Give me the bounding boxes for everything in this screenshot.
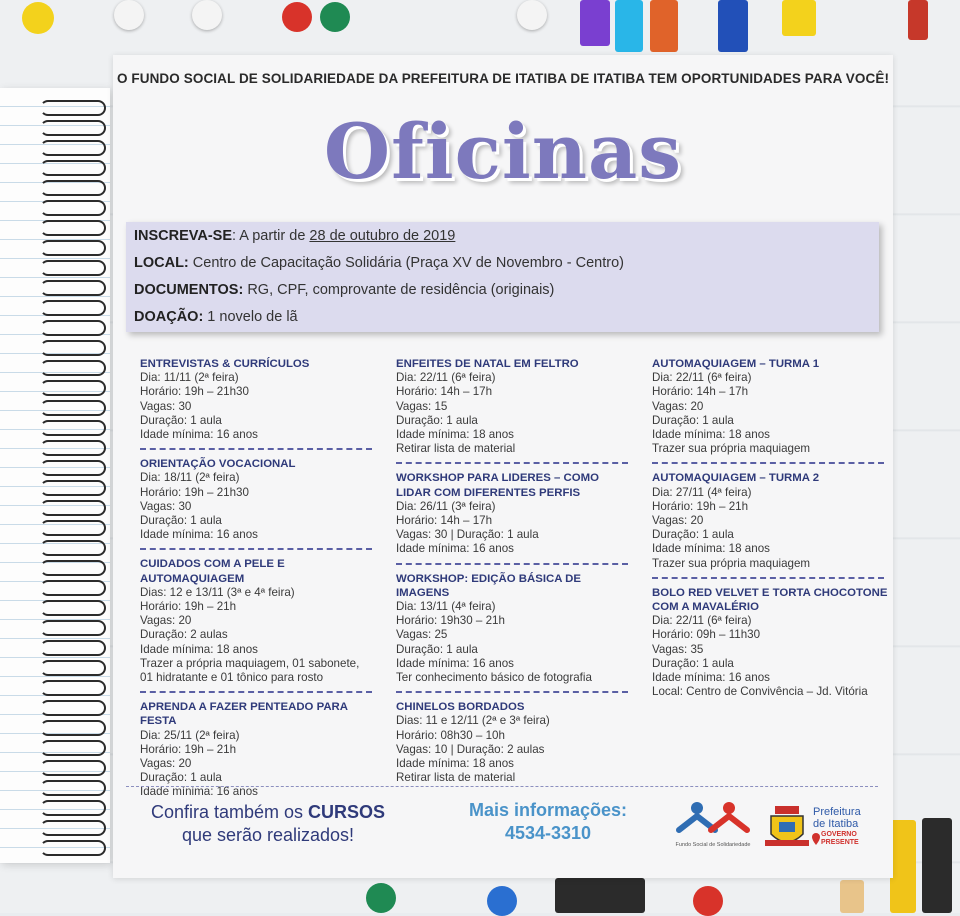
local-value: Centro de Capacitação Solidária (Praça XV de Novembro - Centro): [188, 255, 624, 271]
spiral-ring: [40, 840, 106, 856]
course-detail: Horário: 19h – 21h30: [140, 385, 249, 399]
spiral-ring: [40, 460, 106, 476]
confira-cursos-text: [143, 801, 393, 847]
course-detail: Duração: 1 aula: [140, 514, 222, 528]
course-detail: Duração: 1 aula: [652, 413, 734, 427]
course-detail: Vagas: 20: [140, 757, 192, 771]
spiral-ring: [40, 360, 106, 376]
course-item: [396, 471, 636, 556]
spiral-ring: [40, 220, 106, 236]
course-item: [140, 457, 380, 542]
blue-marker-decoration: [615, 0, 643, 52]
itatiba-coat-of-arms-icon: [765, 804, 809, 852]
spiral-ring: [40, 160, 106, 176]
inscreva-prefix: : A partir de: [232, 228, 310, 244]
course-item: [140, 357, 380, 442]
course-detail: Trazer a própria maquiagem, 01 sabonete,: [140, 656, 360, 670]
blue-pin-decoration: [487, 886, 517, 916]
info-doacao: [134, 309, 298, 325]
course-detail: Horário: 19h30 – 21h: [396, 614, 505, 628]
course-detail: Duração: 1 aula: [652, 528, 734, 542]
course-detail: Horário: 08h30 – 10h: [396, 728, 505, 742]
spiral-ring: [40, 500, 106, 516]
course-detail: Vagas: 30: [140, 499, 192, 513]
course-detail: Vagas: 35: [652, 642, 704, 656]
fundo-social-logo-icon: [673, 800, 753, 842]
fundo-social-logo-text: Fundo Social de Solidariedade: [675, 842, 751, 848]
course-divider: [140, 691, 372, 693]
course-detail: Dia: 22/11 (6ª feira): [652, 614, 752, 628]
course-detail: Idade mínima: 18 anos: [652, 428, 770, 442]
spiral-ring: [40, 320, 106, 336]
course-title: CHINELOS BORDADOS: [396, 701, 525, 714]
course-detail: Idade mínima: 16 anos: [140, 428, 258, 442]
spiral-ring: [40, 600, 106, 616]
spiral-ring: [40, 720, 106, 736]
course-detail: Dias: 12 e 13/11 (3ª e 4ª feira): [140, 585, 295, 599]
green-pin-decoration: [320, 2, 350, 32]
course-detail: Vagas: 25: [396, 628, 448, 642]
sharpener-decoration: [555, 878, 645, 913]
course-title: AUTOMAQUIAGEM – TURMA 1: [652, 358, 820, 370]
course-title: ORIENTAÇÃO VOCACIONAL: [140, 458, 296, 471]
course-detail: Vagas: 20: [140, 614, 192, 628]
doacao-label: DOAÇÃO:: [134, 309, 204, 325]
course-detail: Idade mínima: 16 anos: [396, 656, 514, 670]
course-title: WORKSHOP: EDIÇÃO BÁSICA DE IMAGENS: [396, 572, 581, 599]
course-detail: Dias: 11 e 12/11 (2ª e 3ª feira): [396, 714, 550, 728]
course-detail: Vagas: 20: [652, 399, 704, 413]
course-detail: Dia: 13/11 (4ª feira): [396, 600, 496, 614]
blue-marker-decoration: [718, 0, 748, 52]
course-detail: Horário: 14h – 17h: [396, 514, 493, 528]
spiral-ring: [40, 540, 106, 556]
course-divider: [396, 462, 628, 464]
course-detail: Dia: 11/11 (2ª feira): [140, 371, 239, 385]
spiral-ring: [40, 620, 106, 636]
red-pin-decoration: [693, 886, 723, 916]
purple-marker-decoration: [580, 0, 610, 46]
spiral-ring: [40, 640, 106, 656]
red-pin-decoration: [282, 2, 312, 32]
info-local: [134, 255, 624, 271]
spiral-ring: [40, 100, 106, 116]
course-detail: Horário: 09h – 11h30: [652, 628, 761, 642]
course-title: CUIDADOS COM A PELE E AUTOMAQUIAGEM: [140, 558, 285, 585]
spiral-ring: [40, 580, 106, 596]
red-pencil-decoration: [908, 0, 928, 40]
course-detail: Duração: 1 aula: [396, 413, 478, 427]
course-detail: Vagas: 30: [140, 399, 192, 413]
pencil-decoration: [922, 818, 952, 913]
course-title: BOLO RED VELVET E TORTA CHOCOTONE COM A MAVALÉRIO: [652, 586, 888, 614]
spiral-ring: [40, 380, 106, 396]
course-detail: Dia: 22/11 (6ª feira): [396, 371, 496, 385]
course-item: [396, 357, 636, 456]
course-detail: Vagas: 15: [396, 399, 448, 413]
logos: [673, 800, 883, 860]
course-detail: Idade mínima: 18 anos: [396, 428, 514, 442]
inscreva-label: INSCREVA-SE: [134, 228, 233, 244]
course-detail: Horário: 19h – 21h: [140, 742, 237, 756]
course-item: [652, 471, 892, 570]
mais-informacoes-label: Mais informações:: [468, 800, 628, 820]
course-title: ENFEITES DE NATAL EM FELTRO: [396, 358, 579, 370]
documentos-label: DOCUMENTOS:: [134, 282, 244, 298]
course-detail: Horário: 19h – 21h30: [140, 485, 249, 499]
course-item: [140, 557, 380, 685]
spiral-ring: [40, 140, 106, 156]
course-item: [396, 700, 636, 785]
course-item: [140, 700, 380, 799]
course-title: APRENDA A FAZER PENTEADO PARA FESTA: [140, 701, 348, 728]
course-detail: Idade mínima: 18 anos: [396, 757, 514, 771]
spiral-ring: [40, 480, 106, 496]
course-detail: Horário: 19h – 21h: [140, 600, 237, 614]
course-divider: [140, 548, 372, 550]
course-detail: Trazer sua própria maquiagem: [652, 556, 811, 570]
course-detail: Idade mínima: 18 anos: [140, 642, 258, 656]
white-pin-decoration: [114, 0, 144, 30]
spiral-ring: [40, 280, 106, 296]
course-detail: Dia: 22/11 (6ª feira): [652, 371, 752, 385]
spiral-ring: [40, 520, 106, 536]
phone-number: 4534-3310: [504, 823, 592, 843]
location-pin-icon: [812, 833, 820, 845]
course-column-3: [652, 357, 892, 699]
inscreva-date: 28 de outubro de 2019: [309, 228, 456, 244]
course-detail: Horário: 14h – 17h: [652, 385, 749, 399]
prefeitura-line2: de Itatiba: [813, 818, 859, 830]
footer-divider: [126, 786, 878, 787]
spiral-ring: [40, 660, 106, 676]
cursos-emphasis: CURSOS: [308, 802, 386, 822]
green-pin-decoration: [366, 883, 396, 913]
governo-line1: GOVERNO: [821, 831, 857, 838]
course-detail: Dia: 25/11 (2ª feira): [140, 728, 240, 742]
spiral-ring: [40, 420, 106, 436]
pencil-decoration: [840, 880, 864, 913]
yellow-pin-decoration: [22, 2, 54, 34]
spiral-ring: [40, 260, 106, 276]
course-title: AUTOMAQUIAGEM – TURMA 2: [652, 472, 820, 485]
course-item: [396, 572, 636, 686]
spiral-ring: [40, 200, 106, 216]
info-box: [126, 222, 879, 332]
course-detail: Local: Centro de Convivência – Jd. Vitória: [652, 685, 868, 699]
course-item: [652, 586, 892, 700]
course-detail: Retirar lista de material: [396, 442, 516, 456]
page-title: Oficinas: [323, 107, 683, 196]
course-title: ENTREVISTAS & CURRÍCULOS: [140, 358, 310, 370]
course-divider: [396, 563, 628, 565]
poster: [113, 55, 893, 878]
governo-presente-text: [821, 831, 859, 847]
course-detail: Horário: 14h – 17h: [396, 385, 493, 399]
course-item: [652, 357, 892, 456]
course-detail: Vagas: 10 | Duração: 2 aulas: [396, 742, 545, 756]
orange-marker-decoration: [650, 0, 678, 52]
governo-line2: PRESENTE: [821, 839, 859, 846]
course-title: WORKSHOP PARA LIDERES – COMO LIDAR COM DIFERENTES PERFIS: [396, 472, 599, 499]
course-detail: Idade mínima: 16 anos: [396, 542, 514, 556]
course-detail: Vagas: 30 | Duração: 1 aula: [396, 528, 539, 542]
course-detail: Duração: 2 aulas: [140, 628, 228, 642]
course-detail: Duração: 1 aula: [140, 771, 222, 785]
course-detail: Ter conhecimento básico de fotografia: [396, 671, 592, 685]
spiral-ring: [40, 340, 106, 356]
spiral-ring: [40, 740, 106, 756]
course-divider: [396, 691, 628, 693]
course-detail: 01 hidratante e 01 tônico para rosto: [140, 671, 324, 685]
spiral-ring: [40, 560, 106, 576]
headline: O FUNDO SOCIAL DE SOLIDARIEDADE DA PREFEITURA DE ITATIBA DE ITATIBA TEM OPORTUNIDADES PARA VOCÊ!: [116, 71, 890, 86]
spiral-ring: [40, 800, 106, 816]
white-pin-decoration: [517, 0, 547, 30]
course-detail: Duração: 1 aula: [140, 413, 222, 427]
course-detail: Dia: 18/11 (2ª feira): [140, 471, 240, 485]
doacao-value: 1 novelo de lã: [203, 309, 298, 325]
prefeitura-logo-text: [813, 806, 861, 830]
course-detail: Dia: 26/11 (3ª feira): [396, 499, 496, 513]
yellow-marker-decoration: [782, 0, 816, 36]
info-documentos: [134, 282, 554, 298]
local-label: LOCAL:: [134, 255, 189, 271]
contact-info: [458, 799, 638, 845]
spiral-ring: [40, 120, 106, 136]
course-detail: Retirar lista de material: [396, 771, 516, 785]
course-detail: Duração: 1 aula: [396, 642, 478, 656]
course-detail: Idade mínima: 18 anos: [652, 542, 770, 556]
confira-line2-text: que serão realizados!: [181, 825, 355, 845]
course-detail: Idade mínima: 16 anos: [652, 671, 770, 685]
course-column-2: [396, 357, 636, 785]
confira-line1-text: Confira também os: [150, 802, 309, 822]
spiral-ring: [40, 300, 106, 316]
course-detail: Trazer sua própria maquiagem: [652, 442, 811, 456]
spiral-ring: [40, 680, 106, 696]
spiral-ring: [40, 440, 106, 456]
spiral-ring: [40, 240, 106, 256]
spiral-ring: [40, 780, 106, 796]
spiral-ring: [40, 760, 106, 776]
white-pin-decoration: [192, 0, 222, 30]
spiral-ring: [40, 180, 106, 196]
course-detail: Idade mínima: 16 anos: [140, 785, 258, 799]
course-divider: [652, 577, 884, 579]
course-detail: Horário: 19h – 21h: [652, 499, 749, 513]
course-detail: Duração: 1 aula: [652, 656, 734, 670]
prefeitura-line1: Prefeitura: [813, 806, 861, 818]
spiral-ring: [40, 820, 106, 836]
documentos-value: RG, CPF, comprovante de residência (originais): [243, 282, 555, 298]
course-divider: [652, 462, 884, 464]
spiral-ring: [40, 700, 106, 716]
info-inscreva: [134, 228, 455, 244]
course-detail: Vagas: 20: [652, 514, 704, 528]
pencil-decoration: [890, 820, 916, 913]
course-detail: Dia: 27/11 (4ª feira): [652, 485, 752, 499]
course-detail: Idade mínima: 16 anos: [140, 528, 258, 542]
course-column-1: [140, 357, 380, 800]
spiral-ring: [40, 400, 106, 416]
course-divider: [140, 448, 372, 450]
